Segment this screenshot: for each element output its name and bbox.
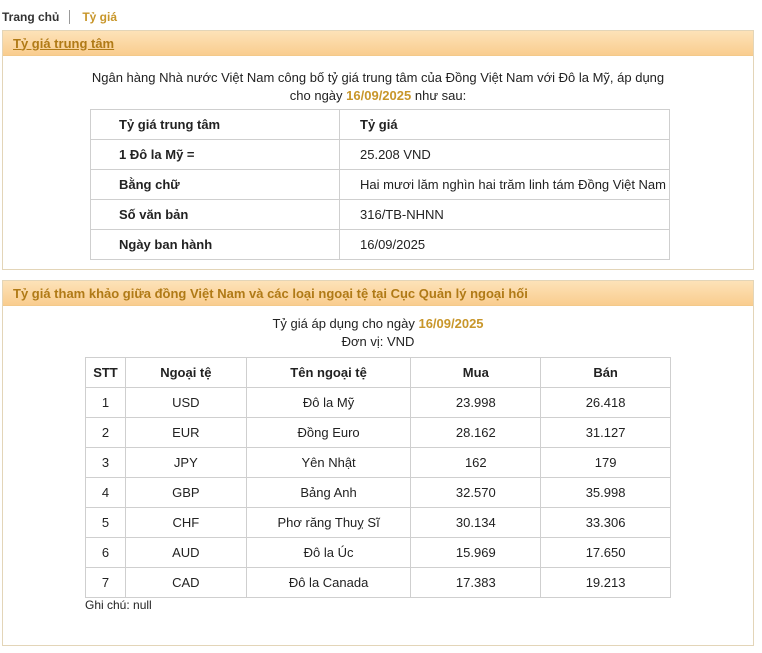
cell-name: Phơ răng Thuỵ Sĩ — [246, 508, 411, 538]
breadcrumb-separator — [69, 10, 70, 24]
central-rate-table — [90, 109, 670, 260]
central-rate-header — [3, 31, 753, 56]
cell-buy: 28.162 — [411, 418, 541, 448]
table-row — [86, 508, 671, 538]
cell-buy: 15.969 — [411, 538, 541, 568]
table-row — [91, 200, 670, 230]
reference-rate-title: Tỷ giá tham khảo giữa đồng Việt Nam và các loại ngoại tệ tại Cục Quản lý ngoại hối — [13, 285, 528, 301]
reference-rate-header — [3, 281, 753, 306]
table-row — [86, 418, 671, 448]
reference-rate-table — [85, 357, 671, 598]
row-label: 1 Đô la Mỹ = — [91, 140, 340, 170]
cell-buy: 30.134 — [411, 508, 541, 538]
cell-buy: 162 — [411, 448, 541, 478]
cell-code: CAD — [125, 568, 246, 598]
cell-sell: 26.418 — [541, 388, 671, 418]
row-label: Bằng chữ — [91, 170, 340, 200]
unit-line: Đơn vị: VND — [341, 334, 415, 349]
central-rate-panel — [2, 30, 754, 270]
row-label: Số văn bản — [91, 200, 340, 230]
row-value: 316/TB-NHNN — [340, 200, 670, 230]
cell-stt: 4 — [86, 478, 126, 508]
cell-stt: 1 — [86, 388, 126, 418]
reference-rate-intro — [3, 315, 753, 351]
reference-date: 16/09/2025 — [418, 316, 484, 331]
row-label: Ngày ban hành — [91, 230, 340, 260]
table-row — [86, 538, 671, 568]
intro-line-2 — [3, 87, 753, 105]
reference-rate-panel — [2, 280, 754, 646]
row-label: Tỷ giá trung tâm — [91, 110, 340, 140]
cell-code: CHF — [125, 508, 246, 538]
table-row — [86, 568, 671, 598]
cell-stt: 2 — [86, 418, 126, 448]
cell-code: USD — [125, 388, 246, 418]
cell-buy: 23.998 — [411, 388, 541, 418]
cell-sell: 35.998 — [541, 478, 671, 508]
table-row — [91, 170, 670, 200]
cell-code: GBP — [125, 478, 246, 508]
cell-name: Đô la Canada — [246, 568, 411, 598]
intro-suffix: như sau: — [414, 88, 467, 103]
applied-date-line — [3, 315, 753, 333]
applied-prefix: Tỷ giá áp dụng cho ngày — [272, 316, 415, 331]
central-date: 16/09/2025 — [346, 88, 412, 103]
breadcrumb — [2, 9, 117, 25]
cell-stt: 5 — [86, 508, 126, 538]
cell-sell: 17.650 — [541, 538, 671, 568]
cell-buy: 17.383 — [411, 568, 541, 598]
table-row — [86, 448, 671, 478]
header-name: Tên ngoại tệ — [246, 358, 411, 388]
cell-name: Bảng Anh — [246, 478, 411, 508]
header-stt: STT — [86, 358, 126, 388]
cell-code: EUR — [125, 418, 246, 448]
row-value: Tỷ giá — [340, 110, 670, 140]
cell-buy: 32.570 — [411, 478, 541, 508]
table-row — [91, 140, 670, 170]
table-row — [91, 230, 670, 260]
cell-sell: 19.213 — [541, 568, 671, 598]
cell-name: Đô la Mỹ — [246, 388, 411, 418]
intro-line-1: Ngân hàng Nhà nước Việt Nam công bố tỷ giá trung tâm của Đồng Việt Nam với Đô la Mỹ, áp dụng — [91, 70, 665, 85]
cell-stt: 6 — [86, 538, 126, 568]
note: Ghi chú: null — [85, 598, 152, 612]
row-value: 25.208 VND — [340, 140, 670, 170]
table-row — [86, 388, 671, 418]
header-sell: Bán — [541, 358, 671, 388]
cell-code: JPY — [125, 448, 246, 478]
row-value: 16/09/2025 — [340, 230, 670, 260]
breadcrumb-current: Tỷ giá — [82, 10, 118, 24]
cell-sell: 31.127 — [541, 418, 671, 448]
table-row — [91, 110, 670, 140]
central-rate-title[interactable]: Tỷ giá trung tâm — [13, 35, 115, 51]
cell-name: Yên Nhật — [246, 448, 411, 478]
row-value: Hai mươi lăm nghìn hai trăm linh tám Đồng Việt Nam — [340, 170, 670, 200]
cell-stt: 7 — [86, 568, 126, 598]
central-rate-intro — [3, 69, 753, 105]
table-header-row — [86, 358, 671, 388]
intro-prefix: cho ngày — [289, 88, 343, 103]
cell-code: AUD — [125, 538, 246, 568]
table-row — [86, 478, 671, 508]
header-code: Ngoại tệ — [125, 358, 246, 388]
cell-sell: 33.306 — [541, 508, 671, 538]
cell-stt: 3 — [86, 448, 126, 478]
breadcrumb-home-link[interactable]: Trang chủ — [2, 10, 60, 24]
cell-name: Đồng Euro — [246, 418, 411, 448]
cell-sell: 179 — [541, 448, 671, 478]
header-buy: Mua — [411, 358, 541, 388]
cell-name: Đô la Úc — [246, 538, 411, 568]
